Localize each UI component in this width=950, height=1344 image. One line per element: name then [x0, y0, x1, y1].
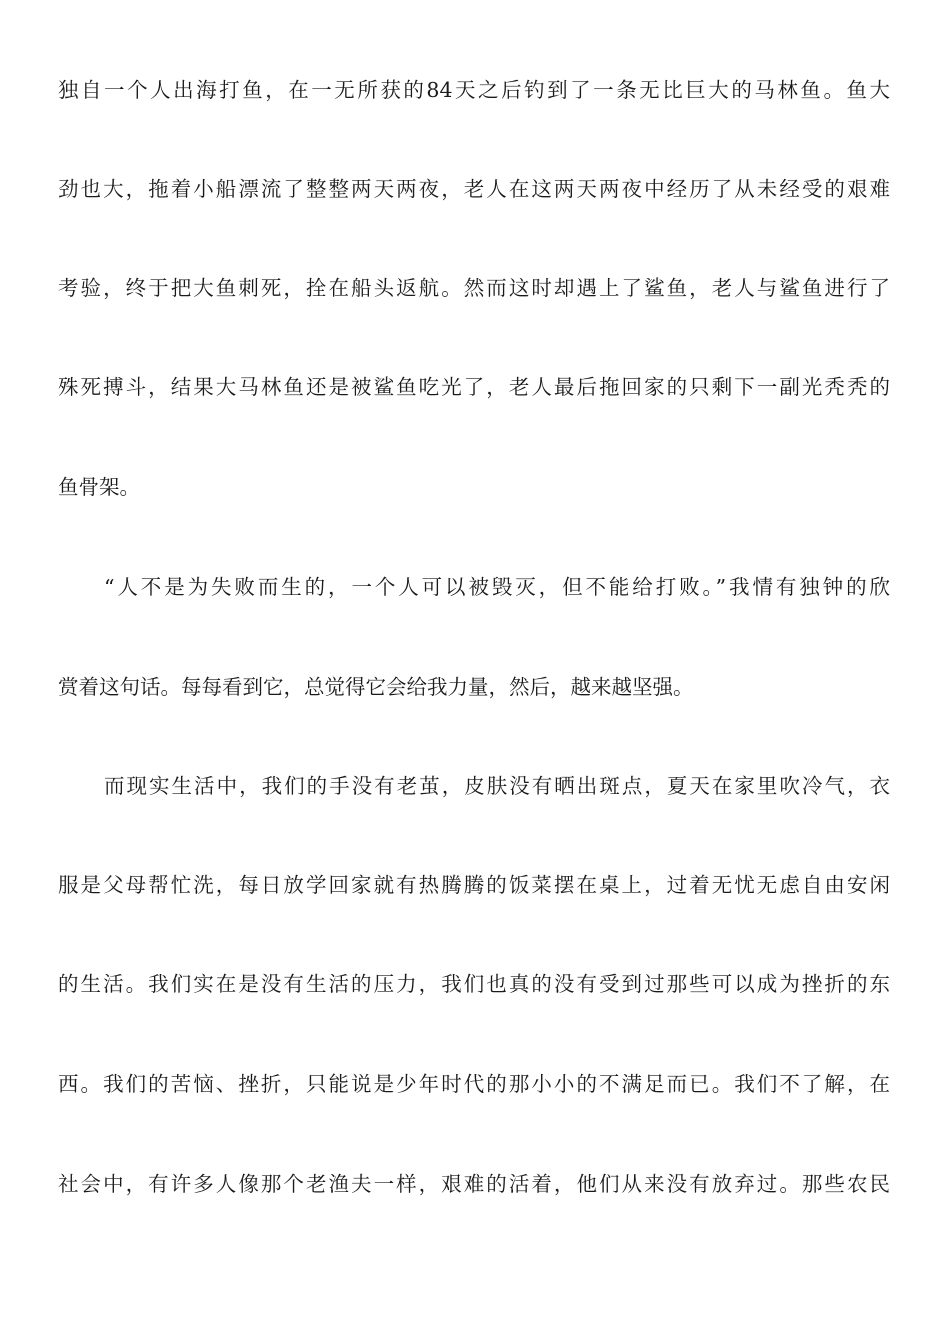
text-line: 赏着这句话。每每看到它，总觉得它会给我力量，然后，越来越坚强。 — [58, 675, 694, 699]
text-line: 西。我们的苦恼、挫折，只能说是少年时代的那小小的不满足而已。我们不了解，在 — [58, 1072, 890, 1096]
text-line: 社会中，有许多人像那个老渔夫一样，艰难的活着，他们从来没有放弃过。那些农民 — [58, 1172, 890, 1196]
text-line: 而现实生活中，我们的手没有老茧，皮肤没有晒出斑点，夏天在家里吹冷气，衣 — [104, 774, 890, 798]
text-line: 考验，终于把大鱼刺死，拴在船头返航。然而这时却遇上了鲨鱼，老人与鲨鱼进行了 — [58, 276, 890, 300]
text-line: 殊死搏斗，结果大马林鱼还是被鲨鱼吃光了，老人最后拖回家的只剩下一副光秃秃的 — [58, 375, 890, 399]
text-line: “人不是为失败而生的，一个人可以被毁灭，但不能给打败。”我情有独钟的欣 — [104, 575, 890, 599]
text-line: 服是父母帮忙洗，每日放学回家就有热腾腾的饭菜摆在桌上，过着无忧无虑自由安闲 — [58, 873, 890, 897]
text-line: 劲也大，拖着小船漂流了整整两天两夜，老人在这两天两夜中经历了从未经受的艰难 — [58, 177, 890, 201]
text-line: 的生活。我们实在是没有生活的压力，我们也真的没有受到过那些可以成为挫折的东 — [58, 972, 890, 996]
text-line: 独自一个人出海打鱼，在一无所获的84天之后钓到了一条无比巨大的马林鱼。鱼大 — [58, 78, 890, 102]
text-line: 鱼骨架。 — [58, 475, 140, 499]
